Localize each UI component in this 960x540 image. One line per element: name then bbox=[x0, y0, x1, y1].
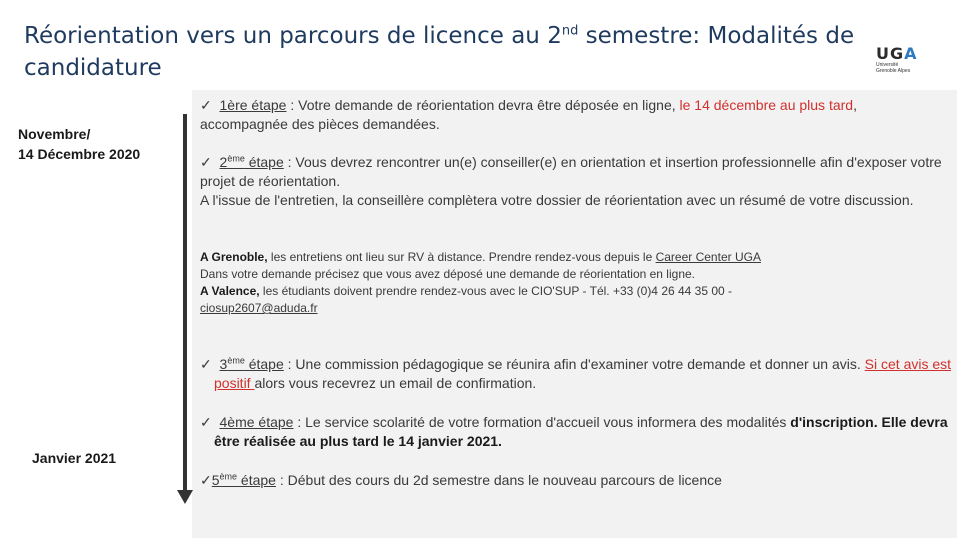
info-block bbox=[200, 249, 940, 317]
date-november bbox=[18, 124, 140, 164]
step-2-text2: A l'issue de l'entretien, la conseillère complètera votre dossier de réorientation avec un résumé de votre discussion. bbox=[200, 192, 914, 208]
step-4-deadline: d'inscription. Elle devra être réalisée au plus tard le 14 janvier 2021. bbox=[214, 414, 948, 449]
step-1 bbox=[200, 96, 940, 134]
check-icon: ✓ bbox=[200, 97, 212, 113]
step-1-label: 1ère étape bbox=[219, 97, 287, 113]
check-icon: ✓ bbox=[200, 472, 212, 488]
step-3 bbox=[200, 355, 954, 393]
info-valence-label: A Valence, bbox=[200, 284, 260, 298]
step-5-label: 5ème étape bbox=[211, 471, 276, 488]
timeline-arrow-head bbox=[177, 490, 193, 504]
step-3-label: 3ème étape bbox=[219, 355, 284, 372]
logo-sub1: Université bbox=[876, 62, 899, 68]
career-center-link[interactable]: Career Center UGA bbox=[655, 250, 761, 264]
step-1-text2: , accompagnée des pièces demandées. bbox=[200, 97, 857, 132]
step-2-label: 2ème étape bbox=[219, 153, 284, 170]
info-line2: Dans votre demande précisez que vous avez déposé une demande de réorientation en ligne. bbox=[200, 267, 695, 281]
logo-sub2: Grenoble Alpes bbox=[876, 68, 911, 74]
step-3-text2: alors vous recevrez un email de confirmation. bbox=[254, 375, 537, 391]
check-icon: ✓ bbox=[200, 414, 212, 430]
check-icon: ✓ bbox=[200, 356, 212, 372]
step-1-text: : Votre demande de réorientation devra être déposée en ligne, bbox=[286, 97, 680, 113]
step-2 bbox=[200, 153, 952, 210]
uga-logo bbox=[876, 46, 924, 76]
logo-letters: UG bbox=[876, 44, 905, 63]
timeline-arrow-line bbox=[183, 114, 187, 492]
date-january: Janvier 2021 bbox=[32, 450, 117, 466]
info-grenoble-label: A Grenoble, bbox=[200, 250, 268, 264]
step-4 bbox=[200, 413, 954, 451]
step-5-text: : Début des cours du 2d semestre dans le nouveau parcours de licence bbox=[275, 472, 722, 488]
email-link[interactable]: ciosup2607@aduda.fr bbox=[200, 301, 318, 315]
page-title bbox=[24, 20, 864, 84]
logo-letter-a: A bbox=[904, 44, 918, 63]
step-2-text: : Vous devrez rencontrer un(e) conseiller(e) en orientation et insertion professionnelle afin d'exposer votre projet de réorientation. bbox=[200, 154, 942, 189]
step-5 bbox=[200, 471, 940, 490]
step-4-text: : Le service scolarité de votre formation d'accueil vous informera des modalités bbox=[293, 414, 791, 430]
step-3-condition: Si cet avis est positif bbox=[214, 356, 952, 391]
title-sup: nd bbox=[561, 23, 579, 39]
info-valence-text: les étudiants doivent prendre rendez-vous avec le CIO'SUP - Tél. +33 (0)4 26 44 35 00 - bbox=[259, 284, 733, 298]
logo-mark bbox=[876, 46, 924, 62]
title-part1: Réorientation vers un parcours de licence au 2 bbox=[24, 23, 562, 49]
title-part2: semestre: Modalités de candidature bbox=[24, 23, 855, 81]
step-4-label: 4ème étape bbox=[219, 414, 294, 430]
info-grenoble-text: les entretiens ont lieu sur RV à distance. Prendre rendez-vous depuis le bbox=[267, 250, 656, 264]
step-3-text: : Une commission pédagogique se réunira afin d'examiner votre demande et donner un avis. bbox=[283, 356, 865, 372]
date-line2: 14 Décembre 2020 bbox=[18, 146, 141, 162]
step-1-deadline: le 14 décembre au plus tard bbox=[679, 97, 854, 113]
check-icon: ✓ bbox=[200, 154, 212, 170]
date-line1: Novembre/ bbox=[18, 126, 91, 142]
